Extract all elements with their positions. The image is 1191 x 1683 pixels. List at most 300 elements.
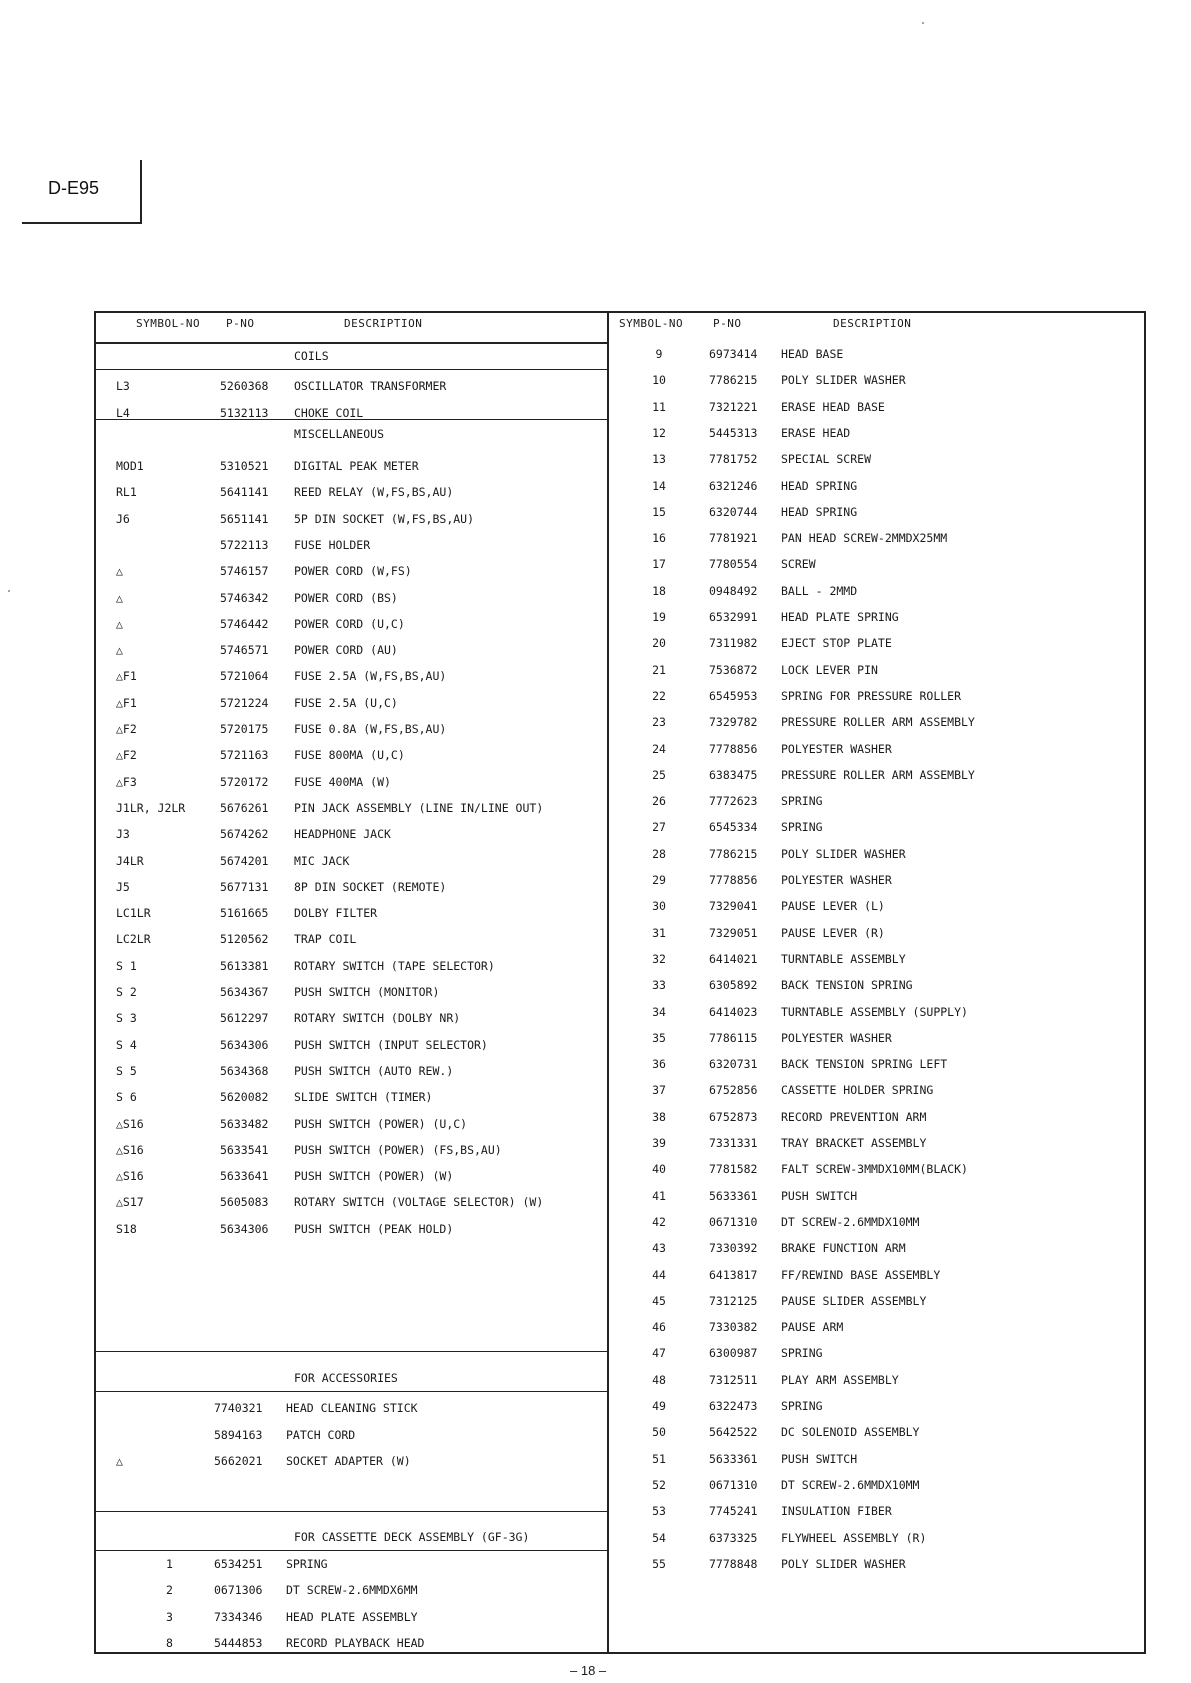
symbol-cell: 14 bbox=[652, 478, 666, 493]
table-row bbox=[609, 814, 1144, 840]
symbol-cell: 40 bbox=[652, 1162, 666, 1177]
table-row bbox=[609, 1051, 1144, 1077]
table-row bbox=[96, 848, 607, 874]
symbol-cell: △ bbox=[116, 590, 123, 605]
table-row bbox=[609, 1288, 1144, 1314]
symbol-cell: 12 bbox=[652, 425, 666, 440]
symbol-cell: J3 bbox=[116, 827, 130, 842]
symbol-cell: 17 bbox=[652, 557, 666, 572]
table-row bbox=[609, 394, 1144, 420]
part-number-cell: 5633641 bbox=[220, 1169, 269, 1184]
symbol-cell: 10 bbox=[652, 373, 666, 388]
part-number-cell: 6534251 bbox=[214, 1557, 263, 1571]
description-cell: DT SCREW-2.6MMDX10MM bbox=[781, 1477, 920, 1492]
part-number-cell: 7778856 bbox=[709, 741, 758, 756]
part-number-cell: 5620082 bbox=[220, 1090, 269, 1105]
table-row bbox=[96, 1163, 607, 1189]
table-row bbox=[609, 893, 1144, 919]
table-row bbox=[96, 1189, 607, 1215]
part-number-cell: 5721163 bbox=[220, 748, 269, 763]
description-cell: FUSE 800MA (U,C) bbox=[294, 748, 405, 763]
part-number-cell: 6300987 bbox=[709, 1346, 758, 1361]
part-number-cell: 6973414 bbox=[709, 347, 758, 361]
table-row bbox=[609, 341, 1144, 367]
table-row bbox=[96, 611, 607, 637]
part-number-cell: 7330382 bbox=[709, 1320, 758, 1335]
description-cell: DIGITAL PEAK METER bbox=[294, 459, 419, 473]
symbol-cell: 42 bbox=[652, 1214, 666, 1229]
description-cell: HEAD BASE bbox=[781, 347, 844, 361]
symbol-cell: 3 bbox=[166, 1609, 173, 1624]
table-row bbox=[96, 1630, 607, 1656]
table-row bbox=[96, 900, 607, 926]
description-cell: SLIDE SWITCH (TIMER) bbox=[294, 1090, 433, 1105]
description-cell: POLYESTER WASHER bbox=[781, 873, 892, 887]
description-cell: PAUSE ARM bbox=[781, 1320, 844, 1335]
description-cell: SPRING FOR PRESSURE ROLLER bbox=[781, 688, 962, 703]
table-row bbox=[96, 1005, 607, 1031]
table-row bbox=[609, 551, 1144, 577]
description-cell: POWER CORD (BS) bbox=[294, 590, 398, 605]
description-cell: PIN JACK ASSEMBLY (LINE IN/LINE OUT) bbox=[294, 800, 544, 815]
description-cell: PAN HEAD SCREW-2MMDX25MM bbox=[781, 531, 948, 546]
description-cell: ROTARY SWITCH (VOLTAGE SELECTOR) (W) bbox=[294, 1195, 544, 1210]
part-number-cell: 5445313 bbox=[709, 425, 758, 440]
table-row bbox=[96, 1216, 607, 1242]
symbol-cell: 18 bbox=[652, 583, 666, 598]
section-rule bbox=[96, 369, 607, 370]
part-number-cell: 7329051 bbox=[709, 925, 758, 940]
part-number-cell: 7745241 bbox=[709, 1504, 758, 1519]
symbol-cell: △S16 bbox=[116, 1116, 144, 1131]
table-row bbox=[96, 769, 607, 795]
description-cell: INSULATION FIBER bbox=[781, 1504, 892, 1519]
symbol-cell: 27 bbox=[652, 820, 666, 835]
table-row bbox=[96, 373, 607, 399]
description-cell: PUSH SWITCH bbox=[781, 1451, 858, 1466]
symbol-cell: 29 bbox=[652, 873, 666, 887]
symbol-cell: 32 bbox=[652, 951, 666, 966]
description-cell: DOLBY FILTER bbox=[294, 906, 378, 921]
description-cell: CASSETTE HOLDER SPRING bbox=[781, 1083, 934, 1098]
header-description-left: DESCRIPTION bbox=[344, 317, 423, 330]
symbol-cell: 36 bbox=[652, 1057, 666, 1072]
header-description-right: DESCRIPTION bbox=[833, 317, 912, 330]
part-number-cell: 6545334 bbox=[709, 820, 758, 835]
description-cell: HEAD CLEANING STICK bbox=[286, 1401, 418, 1415]
symbol-cell: △F3 bbox=[116, 774, 137, 789]
part-number-cell: 7786215 bbox=[709, 373, 758, 388]
part-number-cell: 6320744 bbox=[709, 504, 758, 519]
symbol-cell: 26 bbox=[652, 794, 666, 809]
description-cell: ROTARY SWITCH (DOLBY NR) bbox=[294, 1011, 461, 1026]
part-number-cell: 5641141 bbox=[220, 485, 269, 500]
description-cell: SPRING bbox=[781, 820, 823, 835]
description-cell: REED RELAY (W,FS,BS,AU) bbox=[294, 485, 454, 500]
symbol-cell: △ bbox=[116, 564, 123, 579]
table-row bbox=[609, 1235, 1144, 1261]
part-number-cell: 5720175 bbox=[220, 722, 269, 736]
part-number-cell: 0671306 bbox=[214, 1583, 263, 1598]
section-title: COILS bbox=[294, 349, 329, 363]
part-number-cell: 7772623 bbox=[709, 794, 758, 809]
table-row bbox=[609, 657, 1144, 683]
symbol-cell: 46 bbox=[652, 1320, 666, 1335]
description-cell: SPRING bbox=[781, 1346, 823, 1361]
description-cell: HEADPHONE JACK bbox=[294, 827, 391, 842]
part-number-cell: 5444853 bbox=[214, 1635, 263, 1650]
part-number-cell: 5674201 bbox=[220, 853, 269, 868]
symbol-cell: 44 bbox=[652, 1267, 666, 1282]
table-row bbox=[96, 558, 607, 584]
table-row bbox=[96, 1032, 607, 1058]
symbol-cell: △S17 bbox=[116, 1195, 144, 1210]
description-cell: SCREW bbox=[781, 557, 816, 572]
left-column bbox=[96, 313, 609, 1652]
part-number-cell: 5132113 bbox=[220, 405, 269, 420]
part-number-cell: 5633361 bbox=[709, 1451, 758, 1466]
part-number-cell: 5613381 bbox=[220, 958, 269, 973]
description-cell: BACK TENSION SPRING LEFT bbox=[781, 1057, 948, 1072]
description-cell: SOCKET ADAPTER (W) bbox=[286, 1454, 411, 1468]
description-cell: MIC JACK bbox=[294, 853, 350, 868]
description-cell: POLY SLIDER WASHER bbox=[781, 846, 906, 861]
right-column bbox=[609, 313, 1144, 1652]
description-cell: TRAP COIL bbox=[294, 932, 357, 947]
table-row bbox=[609, 1314, 1144, 1340]
table-row bbox=[96, 637, 607, 663]
symbol-cell: 21 bbox=[652, 662, 666, 677]
header-symbol-right: SYMBOL-NO bbox=[619, 317, 684, 330]
symbol-cell: S 2 bbox=[116, 985, 137, 999]
symbol-cell: △F1 bbox=[116, 669, 137, 684]
part-number-cell: 5161665 bbox=[220, 906, 269, 921]
part-number-cell: 5634367 bbox=[220, 985, 269, 999]
symbol-cell: L4 bbox=[116, 405, 130, 420]
description-cell: SPECIAL SCREW bbox=[781, 452, 872, 467]
part-number-cell: 5634368 bbox=[220, 1063, 269, 1078]
table-row bbox=[96, 690, 607, 716]
symbol-cell: 15 bbox=[652, 504, 666, 519]
description-cell: POLYESTER WASHER bbox=[781, 1030, 892, 1045]
part-number-cell: 6383475 bbox=[709, 767, 758, 782]
table-row bbox=[96, 716, 607, 742]
part-number-cell: 6752873 bbox=[709, 1109, 758, 1124]
description-cell: SPRING bbox=[781, 1399, 823, 1413]
table-row bbox=[609, 920, 1144, 946]
table-row bbox=[609, 1209, 1144, 1235]
description-cell: PAUSE LEVER (R) bbox=[781, 925, 885, 940]
header-rule-left bbox=[96, 342, 607, 344]
description-cell: POWER CORD (U,C) bbox=[294, 616, 405, 631]
part-number-cell: 5651141 bbox=[220, 511, 269, 526]
part-number-cell: 5634306 bbox=[220, 1221, 269, 1236]
table-row bbox=[609, 1262, 1144, 1288]
symbol-cell: 43 bbox=[652, 1241, 666, 1256]
table-row bbox=[609, 683, 1144, 709]
symbol-cell: 1 bbox=[166, 1557, 173, 1571]
symbol-cell: 49 bbox=[652, 1399, 666, 1413]
table-row bbox=[609, 367, 1144, 393]
section-rule bbox=[96, 1351, 607, 1352]
part-number-cell: 5120562 bbox=[220, 932, 269, 947]
symbol-cell: J5 bbox=[116, 879, 130, 894]
part-number-cell: 6373325 bbox=[709, 1530, 758, 1545]
symbol-cell: 45 bbox=[652, 1293, 666, 1308]
symbol-cell: S 5 bbox=[116, 1063, 137, 1078]
part-number-cell: 7740321 bbox=[214, 1401, 263, 1415]
part-number-cell: 6321246 bbox=[709, 478, 758, 493]
symbol-cell: 2 bbox=[166, 1583, 173, 1598]
symbol-cell: 39 bbox=[652, 1136, 666, 1150]
part-number-cell: 5633361 bbox=[709, 1188, 758, 1203]
table-row bbox=[96, 1551, 607, 1577]
table-row bbox=[609, 1472, 1144, 1498]
symbol-cell: △S16 bbox=[116, 1142, 144, 1157]
description-cell: PUSH SWITCH (AUTO REW.) bbox=[294, 1063, 454, 1078]
symbol-cell: S 1 bbox=[116, 958, 137, 973]
symbol-cell: J4LR bbox=[116, 853, 144, 868]
page-number: – 18 – bbox=[570, 1663, 607, 1678]
table-row bbox=[609, 946, 1144, 972]
part-number-cell: 7312125 bbox=[709, 1293, 758, 1308]
part-number-cell: 6414021 bbox=[709, 951, 758, 966]
part-number-cell: 6322473 bbox=[709, 1399, 758, 1413]
part-number-cell: 7786215 bbox=[709, 846, 758, 861]
table-row bbox=[96, 532, 607, 558]
model-label: D-E95 bbox=[48, 178, 100, 198]
description-cell: TRAY BRACKET ASSEMBLY bbox=[781, 1136, 927, 1150]
table-row bbox=[96, 742, 607, 768]
part-number-cell: 5612297 bbox=[220, 1011, 269, 1026]
description-cell: DT SCREW-2.6MMDX10MM bbox=[781, 1214, 920, 1229]
part-number-cell: 6413817 bbox=[709, 1267, 758, 1282]
part-number-cell: 5674262 bbox=[220, 827, 269, 842]
description-cell: FUSE 0.8A (W,FS,BS,AU) bbox=[294, 722, 447, 736]
symbol-cell: LC1LR bbox=[116, 906, 151, 921]
symbol-cell: △ bbox=[116, 616, 123, 631]
table-row bbox=[609, 1183, 1144, 1209]
part-number-cell: 7778848 bbox=[709, 1556, 758, 1571]
symbol-cell: 48 bbox=[652, 1372, 666, 1387]
symbol-cell: RL1 bbox=[116, 485, 137, 500]
part-number-cell: 5746157 bbox=[220, 564, 269, 579]
model-box bbox=[22, 160, 142, 224]
symbol-cell: 30 bbox=[652, 899, 666, 914]
part-number-cell: 5746442 bbox=[220, 616, 269, 631]
part-number-cell: 7311982 bbox=[709, 636, 758, 651]
symbol-cell: 11 bbox=[652, 399, 666, 414]
symbol-cell: 31 bbox=[652, 925, 666, 940]
table-row bbox=[609, 1498, 1144, 1524]
part-number-cell: 5722113 bbox=[220, 537, 269, 552]
symbol-cell: 9 bbox=[655, 347, 663, 361]
section-title: FOR ACCESSORIES bbox=[294, 1371, 398, 1385]
section-rule bbox=[96, 1391, 607, 1392]
description-cell: HEAD SPRING bbox=[781, 504, 858, 519]
description-cell: PAUSE SLIDER ASSEMBLY bbox=[781, 1293, 927, 1308]
table-row bbox=[96, 1111, 607, 1137]
table-row bbox=[609, 446, 1144, 472]
symbol-cell: 25 bbox=[652, 767, 666, 782]
part-number-cell: 7331331 bbox=[709, 1136, 758, 1150]
table-row bbox=[609, 604, 1144, 630]
part-number-cell: 5746342 bbox=[220, 590, 269, 605]
symbol-cell: 20 bbox=[652, 636, 666, 651]
description-cell: PATCH CORD bbox=[286, 1427, 356, 1442]
table-row bbox=[96, 585, 607, 611]
description-cell: FUSE 2.5A (U,C) bbox=[294, 695, 398, 710]
table-row bbox=[609, 841, 1144, 867]
table-row bbox=[609, 736, 1144, 762]
header-pno-right: P-NO bbox=[713, 317, 742, 330]
table-row bbox=[96, 1084, 607, 1110]
table-row bbox=[609, 999, 1144, 1025]
part-number-cell: 7536872 bbox=[709, 662, 758, 677]
description-cell: 8P DIN SOCKET (REMOTE) bbox=[294, 879, 447, 894]
part-number-cell: 5605083 bbox=[220, 1195, 269, 1210]
symbol-cell: 35 bbox=[652, 1030, 666, 1045]
description-cell: HEAD PLATE ASSEMBLY bbox=[286, 1609, 418, 1624]
table-row bbox=[609, 1551, 1144, 1577]
symbol-cell: S 4 bbox=[116, 1037, 137, 1052]
table-row bbox=[609, 1419, 1144, 1445]
description-cell: PUSH SWITCH bbox=[781, 1188, 858, 1203]
description-cell: POLYESTER WASHER bbox=[781, 741, 892, 756]
description-cell: POLY SLIDER WASHER bbox=[781, 1556, 906, 1571]
description-cell: PRESSURE ROLLER ARM ASSEMBLY bbox=[781, 715, 975, 730]
description-cell: TURNTABLE ASSEMBLY (SUPPLY) bbox=[781, 1004, 968, 1019]
table-row bbox=[96, 795, 607, 821]
description-cell: LOCK LEVER PIN bbox=[781, 662, 878, 677]
part-number-cell: 5633482 bbox=[220, 1116, 269, 1131]
table-row bbox=[96, 506, 607, 532]
table-row bbox=[609, 1025, 1144, 1051]
part-number-cell: 7329782 bbox=[709, 715, 758, 730]
part-number-cell: 7321221 bbox=[709, 399, 758, 414]
table-row bbox=[609, 1156, 1144, 1182]
table-row bbox=[96, 663, 607, 689]
description-cell: PLAY ARM ASSEMBLY bbox=[781, 1372, 899, 1387]
description-cell: RECORD PREVENTION ARM bbox=[781, 1109, 927, 1124]
description-cell: POWER CORD (W,FS) bbox=[294, 564, 412, 579]
description-cell: DT SCREW-2.6MMDX6MM bbox=[286, 1583, 418, 1598]
description-cell: BRAKE FUNCTION ARM bbox=[781, 1241, 906, 1256]
symbol-cell: △S16 bbox=[116, 1169, 144, 1184]
symbol-cell: 33 bbox=[652, 978, 666, 993]
part-number-cell: 5746571 bbox=[220, 643, 269, 658]
description-cell: FUSE 400MA (W) bbox=[294, 774, 391, 789]
description-cell: PAUSE LEVER (L) bbox=[781, 899, 885, 914]
symbol-cell: MOD1 bbox=[116, 459, 144, 473]
symbol-cell: 53 bbox=[652, 1504, 666, 1519]
description-cell: POWER CORD (AU) bbox=[294, 643, 398, 658]
table-row bbox=[609, 867, 1144, 893]
part-number-cell: 6305892 bbox=[709, 978, 758, 993]
table-row bbox=[609, 420, 1144, 446]
description-cell: ERASE HEAD bbox=[781, 425, 851, 440]
description-cell: FUSE 2.5A (W,FS,BS,AU) bbox=[294, 669, 447, 684]
symbol-cell: 22 bbox=[652, 688, 666, 703]
symbol-cell: 52 bbox=[652, 1477, 666, 1492]
table-row bbox=[609, 499, 1144, 525]
part-number-cell: 6545953 bbox=[709, 688, 758, 703]
part-number-cell: 7781582 bbox=[709, 1162, 758, 1177]
part-number-cell: 5642522 bbox=[709, 1425, 758, 1440]
table-row bbox=[609, 1446, 1144, 1472]
table-row bbox=[609, 578, 1144, 604]
part-number-cell: 6532991 bbox=[709, 610, 758, 624]
parts-table bbox=[94, 311, 1146, 1654]
part-number-cell: 7778856 bbox=[709, 873, 758, 887]
table-row bbox=[609, 630, 1144, 656]
symbol-cell: 8 bbox=[166, 1635, 173, 1650]
part-number-cell: 0948492 bbox=[709, 583, 758, 598]
header-pno-left: P-NO bbox=[226, 317, 255, 330]
scan-speck bbox=[8, 590, 10, 592]
table-row bbox=[609, 762, 1144, 788]
part-number-cell: 6752856 bbox=[709, 1083, 758, 1098]
description-cell: SPRING bbox=[286, 1557, 328, 1571]
symbol-cell: 55 bbox=[652, 1556, 666, 1571]
table-row bbox=[609, 1104, 1144, 1130]
table-row bbox=[96, 821, 607, 847]
part-number-cell: 5633541 bbox=[220, 1142, 269, 1157]
description-cell: FLYWHEEL ASSEMBLY (R) bbox=[781, 1530, 927, 1545]
description-cell: PRESSURE ROLLER ARM ASSEMBLY bbox=[781, 767, 975, 782]
description-cell: PUSH SWITCH (PEAK HOLD) bbox=[294, 1221, 454, 1236]
part-number-cell: 7781752 bbox=[709, 452, 758, 467]
table-row bbox=[96, 453, 607, 479]
part-number-cell: 5662021 bbox=[214, 1454, 263, 1468]
part-number-cell: 7330392 bbox=[709, 1241, 758, 1256]
table-row bbox=[96, 1137, 607, 1163]
part-number-cell: 7312511 bbox=[709, 1372, 758, 1387]
symbol-cell: 13 bbox=[652, 452, 666, 467]
description-cell: PUSH SWITCH (MONITOR) bbox=[294, 985, 440, 999]
part-number-cell: 5721224 bbox=[220, 695, 269, 710]
symbol-cell: 34 bbox=[652, 1004, 666, 1019]
part-number-cell: 7334346 bbox=[214, 1609, 263, 1624]
description-cell: HEAD SPRING bbox=[781, 478, 858, 493]
table-row bbox=[96, 926, 607, 952]
section-rule bbox=[96, 1511, 607, 1512]
symbol-cell: △ bbox=[116, 643, 123, 658]
description-cell: ERASE HEAD BASE bbox=[781, 399, 885, 414]
description-cell: POLY SLIDER WASHER bbox=[781, 373, 906, 388]
description-cell: BACK TENSION SPRING bbox=[781, 978, 913, 993]
description-cell: FUSE HOLDER bbox=[294, 537, 371, 552]
description-cell: SPRING bbox=[781, 794, 823, 809]
description-cell: FF/REWIND BASE ASSEMBLY bbox=[781, 1267, 941, 1282]
table-row bbox=[96, 400, 607, 426]
symbol-cell: LC2LR bbox=[116, 932, 151, 947]
header-symbol-left: SYMBOL-NO bbox=[136, 317, 201, 330]
part-number-cell: 5894163 bbox=[214, 1427, 263, 1442]
part-number-cell: 5676261 bbox=[220, 800, 269, 815]
part-number-cell: 5310521 bbox=[220, 459, 269, 473]
symbol-cell: △F1 bbox=[116, 695, 137, 710]
part-number-cell: 0671310 bbox=[709, 1214, 758, 1229]
table-row bbox=[609, 1130, 1144, 1156]
part-number-cell: 7786115 bbox=[709, 1030, 758, 1045]
description-cell: PUSH SWITCH (POWER) (FS,BS,AU) bbox=[294, 1142, 502, 1157]
symbol-cell: △F2 bbox=[116, 748, 137, 763]
section-title: FOR CASSETTE DECK ASSEMBLY (GF-3G) bbox=[294, 1530, 530, 1544]
part-number-cell: 0671310 bbox=[709, 1477, 758, 1492]
symbol-cell: S18 bbox=[116, 1221, 137, 1236]
symbol-cell: 24 bbox=[652, 741, 666, 756]
